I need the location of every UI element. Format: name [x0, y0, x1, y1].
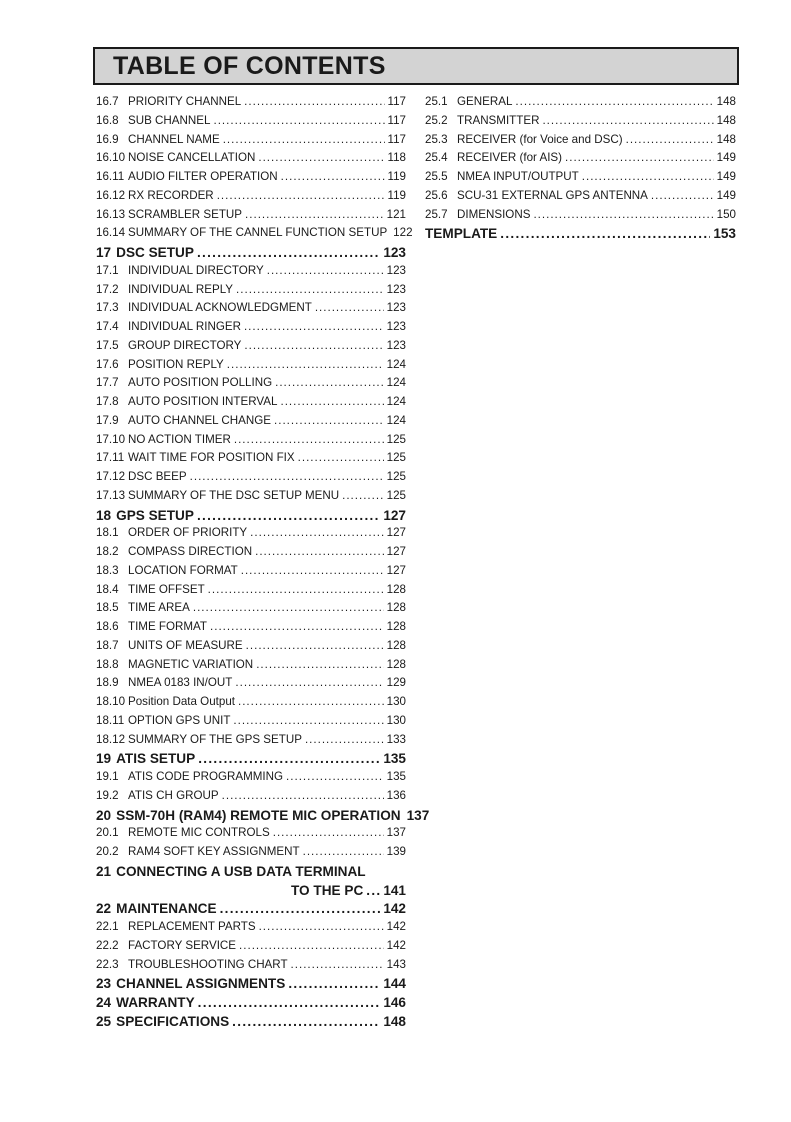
toc-entry-page: 144 — [383, 976, 406, 992]
toc-entry-page: 127 — [386, 563, 406, 577]
toc-entry-page: 149 — [716, 170, 736, 183]
toc-entry-page: 148 — [716, 113, 736, 127]
toc-entry-page: 127 — [386, 545, 406, 558]
toc-leader-dots — [542, 114, 713, 127]
toc-entry-page: 130 — [386, 695, 406, 708]
toc-leader-dots — [238, 695, 384, 708]
toc-entry-number: 17.1 — [96, 263, 119, 277]
toc-leader-dots — [220, 901, 381, 916]
toc-entry-number: 18.6 — [96, 620, 119, 633]
toc-entry-page: 124 — [386, 357, 406, 371]
toc-entry-page: 143 — [386, 957, 406, 971]
toc-entry — [96, 676, 406, 695]
toc-leader-dots — [232, 1014, 380, 1029]
toc-entry-page: 123 — [386, 338, 406, 352]
toc-entry-label: PRIORITY CHANNEL — [128, 95, 242, 108]
toc-entry-label: TIME FORMAT — [128, 620, 207, 633]
toc-entry-number: 22.2 — [96, 938, 119, 952]
toc-entry-label: SSM-70H (RAM4) REMOTE MIC OPERATION — [116, 807, 401, 823]
toc-entry — [96, 583, 406, 602]
page-title: TABLE OF CONTENTS — [113, 52, 386, 80]
toc-entry-number: 19.1 — [96, 770, 119, 783]
toc-entry — [96, 807, 430, 827]
toc-entry-label: SCRAMBLER SETUP — [128, 207, 243, 221]
toc-entry-page: 153 — [713, 226, 736, 242]
toc-entry — [425, 226, 736, 245]
toc-entry — [96, 264, 406, 283]
toc-leader-dots — [342, 489, 384, 502]
toc-entry-page: 124 — [386, 376, 406, 390]
toc-entry-page: 117 — [387, 132, 406, 146]
toc-entry-label: SCU-31 EXTERNAL GPS ANTENNA — [457, 188, 648, 202]
toc-entry-label: FACTORY SERVICE — [128, 938, 237, 952]
toc-leader-dots — [626, 133, 714, 146]
toc-leader-dots — [286, 770, 384, 783]
toc-entry-page: 123 — [386, 301, 406, 315]
toc-entry-number: 19.2 — [96, 788, 119, 802]
toc-entry-label: SUMMARY OF THE CANNEL FUNCTION SETUP — [128, 226, 388, 240]
toc-entry — [96, 695, 406, 714]
toc-entry-number: 19 — [96, 751, 112, 767]
toc-entry-number: 17.10 — [96, 432, 126, 446]
toc-leader-dots — [288, 976, 380, 991]
toc-entry-label: RAM4 SOFT KEY ASSIGNMENT — [128, 845, 300, 858]
toc-entry — [96, 470, 406, 489]
toc-entry — [96, 733, 406, 752]
toc-leader-dots — [239, 939, 384, 952]
toc-entry-label: GENERAL — [457, 95, 513, 108]
toc-entry-number: 20.2 — [96, 845, 119, 858]
toc-entry-label: TEMPLATE — [425, 226, 498, 242]
toc-leader-dots — [366, 883, 380, 898]
toc-entry-number: 25 — [96, 1013, 112, 1029]
toc-entry-label: INDIVIDUAL RINGER — [128, 320, 241, 333]
toc-leader-dots — [198, 995, 381, 1010]
toc-entry — [96, 245, 406, 264]
toc-leader-dots — [198, 751, 380, 766]
toc-entry-label: WARRANTY — [116, 995, 195, 1010]
toc-entry-page: 136 — [386, 788, 406, 802]
toc-leader-dots — [256, 658, 383, 671]
toc-entry — [96, 283, 406, 302]
toc-entry — [96, 170, 406, 189]
toc-left-column — [96, 95, 430, 1033]
toc-leader-dots — [273, 826, 384, 839]
toc-entry-label: INDIVIDUAL REPLY — [128, 282, 234, 296]
toc-entry-page: 125 — [386, 451, 406, 465]
toc-leader-dots — [197, 508, 380, 523]
toc-entry-continued — [96, 883, 406, 902]
toc-entry-label: UNITS OF MEASURE — [128, 638, 243, 652]
toc-entry-label: TO THE PC — [291, 882, 364, 898]
toc-entry-label: WAIT TIME FOR POSITION FIX — [128, 451, 295, 465]
toc-entry-page: 123 — [386, 320, 406, 333]
toc-entry-page: 127 — [386, 526, 406, 540]
toc-entry — [96, 358, 406, 377]
toc-leader-dots — [208, 583, 384, 596]
toc-leader-dots — [500, 226, 710, 241]
toc-leader-dots — [250, 526, 383, 539]
toc-leader-dots — [267, 264, 384, 277]
toc-leader-dots — [244, 339, 383, 352]
toc-entry-page: 117 — [387, 95, 406, 108]
toc-leader-dots — [246, 639, 384, 652]
toc-entry — [96, 826, 406, 845]
toc-entry-page: 128 — [386, 620, 406, 633]
toc-leader-dots — [193, 601, 384, 614]
toc-entry — [425, 95, 736, 114]
toc-entry — [96, 489, 406, 508]
toc-entry-number: 18.11 — [96, 713, 125, 727]
toc-entry-number: 16.9 — [96, 132, 119, 146]
toc-leader-dots — [280, 395, 383, 408]
toc-entry-label: NO ACTION TIMER — [128, 432, 231, 446]
toc-entry — [96, 545, 406, 564]
toc-entry-number: 17.6 — [96, 357, 119, 371]
toc-entry-number: 25.7 — [425, 207, 448, 221]
toc-entry — [96, 770, 406, 789]
toc-leader-dots — [213, 114, 384, 127]
toc-entry-label: NMEA INPUT/OUTPUT — [457, 170, 579, 183]
toc-entry — [96, 433, 406, 452]
toc-entry-number: 17.4 — [96, 320, 119, 333]
toc-entry-label: DSC BEEP — [128, 470, 187, 483]
toc-entry-number: 24 — [96, 995, 112, 1010]
toc-entry-label: GROUP DIRECTORY — [128, 338, 242, 352]
toc-entry-page: 128 — [386, 657, 406, 671]
toc-leader-dots — [255, 545, 384, 558]
toc-entry-number: 18.4 — [96, 582, 119, 596]
toc-leader-dots — [235, 676, 383, 689]
toc-entry — [96, 901, 406, 920]
toc-entry — [96, 301, 406, 320]
toc-entry-label: OPTION GPS UNIT — [128, 713, 231, 727]
toc-entry-label: SPECIFICATIONS — [116, 1013, 230, 1029]
toc-entry — [96, 133, 406, 152]
toc-leader-dots — [210, 620, 384, 633]
toc-entry-page: 149 — [716, 188, 736, 202]
toc-entry — [96, 620, 406, 639]
toc-entry-number: 18.8 — [96, 657, 119, 671]
toc-entry-number: 17.2 — [96, 282, 119, 296]
toc-entry — [96, 601, 406, 620]
toc-entry-page: 135 — [383, 751, 406, 767]
toc-entry-page: 124 — [386, 395, 406, 408]
toc-entry — [96, 114, 406, 133]
toc-entry — [96, 208, 406, 227]
toc-entry-label: ORDER OF PRIORITY — [128, 526, 248, 540]
toc-entry — [425, 208, 736, 227]
toc-entry-label: REPLACEMENT PARTS — [128, 920, 256, 933]
toc-entry-label: TRANSMITTER — [457, 113, 540, 127]
toc-leader-dots — [315, 301, 384, 314]
toc-entry-page: 117 — [387, 113, 406, 127]
toc-entry-page: 125 — [386, 488, 406, 502]
toc-entry-label: ATIS CH GROUP — [128, 788, 219, 802]
toc-entry-page: 148 — [383, 1013, 406, 1029]
toc-leader-dots — [298, 451, 384, 464]
toc-entry — [96, 414, 406, 433]
toc-entry — [96, 376, 406, 395]
toc-entry-number: 16.12 — [96, 188, 126, 202]
toc-entry-page: 148 — [716, 95, 736, 108]
toc-entry-page: 133 — [386, 732, 406, 746]
toc-entry-number: 22.1 — [96, 920, 119, 933]
toc-leader-dots — [275, 376, 384, 389]
toc-entry-label: ATIS SETUP — [116, 751, 196, 767]
toc-leader-dots — [281, 170, 385, 183]
toc-entry-label: CONNECTING A USB DATA TERMINAL — [116, 863, 366, 879]
toc-title-box — [93, 47, 739, 85]
toc-entry-number: 17.9 — [96, 413, 119, 427]
toc-entry-label: SUB CHANNEL — [128, 113, 211, 127]
toc-entry-number: 16.10 — [96, 151, 126, 165]
toc-entry — [96, 95, 406, 114]
toc-leader-dots — [565, 151, 714, 164]
toc-entry-label: CHANNEL NAME — [128, 132, 220, 146]
toc-entry-page: 130 — [386, 713, 406, 727]
toc-entry-number: 17.5 — [96, 338, 119, 352]
toc-entry-number: 18.3 — [96, 563, 119, 577]
toc-entry-label: DSC SETUP — [116, 245, 194, 260]
toc-entry-label: AUTO POSITION INTERVAL — [128, 395, 278, 408]
toc-entry-number: 25.5 — [425, 170, 448, 183]
toc-entry-label: INDIVIDUAL ACKNOWLEDGMENT — [128, 301, 312, 315]
toc-entry-number: 18.2 — [96, 545, 119, 558]
toc-entry-page: 142 — [386, 938, 406, 952]
toc-entry — [96, 320, 406, 339]
toc-entry-page: 123 — [386, 282, 406, 296]
toc-entry-number: 25.6 — [425, 188, 448, 202]
toc-entry-page: 123 — [386, 263, 406, 277]
toc-entry-label: AUDIO FILTER OPERATION — [128, 170, 278, 183]
toc-entry — [425, 189, 736, 208]
toc-entry-number: 18.10 — [96, 695, 126, 708]
toc-entry — [96, 789, 406, 808]
toc-entry-number: 17.13 — [96, 488, 126, 502]
toc-entry-page: 122 — [393, 226, 413, 240]
toc-entry-number: 25.3 — [425, 132, 448, 146]
toc-entry-number: 17.12 — [96, 470, 126, 483]
toc-entry-page: 142 — [386, 920, 406, 933]
toc-entry-number: 22.3 — [96, 957, 119, 971]
toc-entry — [425, 114, 736, 133]
toc-leader-dots — [259, 920, 384, 933]
toc-entry — [96, 864, 406, 883]
toc-leader-dots — [582, 170, 714, 183]
toc-leader-dots — [227, 358, 384, 371]
toc-entry-number: 17.3 — [96, 301, 119, 315]
toc-entry-label: RECEIVER (for AIS) — [457, 151, 563, 165]
toc-entry-number: 16.13 — [96, 207, 126, 221]
toc-entry-page: 124 — [386, 413, 406, 427]
toc-entry-label: INDIVIDUAL DIRECTORY — [128, 263, 264, 277]
toc-entry — [96, 151, 406, 170]
toc-entry-page: 128 — [386, 638, 406, 652]
toc-entry-number: 25.2 — [425, 113, 448, 127]
toc-entry — [96, 714, 406, 733]
toc-right-column — [425, 95, 736, 245]
toc-entry — [96, 508, 406, 527]
toc-entry-page: 150 — [716, 207, 736, 221]
toc-entry — [96, 189, 406, 208]
toc-entry-page: 125 — [386, 470, 406, 483]
toc-entry-label: AUTO POSITION POLLING — [128, 376, 273, 390]
toc-leader-dots — [217, 189, 385, 202]
toc-entry-label: RX RECORDER — [128, 188, 214, 202]
toc-entry-number: 16.11 — [96, 170, 125, 183]
toc-leader-dots — [223, 133, 385, 146]
toc-entry — [96, 564, 406, 583]
toc-entry-number: 17.7 — [96, 376, 119, 390]
toc-entry-label: ATIS CODE PROGRAMMING — [128, 770, 284, 783]
toc-entry-label: POSITION REPLY — [128, 357, 224, 371]
toc-entry — [96, 920, 406, 939]
toc-entry-page: 127 — [383, 507, 406, 523]
toc-entry-number: 16.7 — [96, 95, 119, 108]
toc-entry-label: Position Data Output — [128, 695, 235, 708]
toc-entry-page: 149 — [716, 151, 736, 165]
toc-entry-number: 21 — [96, 863, 112, 879]
toc-entry-number: 18.12 — [96, 732, 126, 746]
toc-entry-number: 23 — [96, 976, 112, 992]
toc-entry-number: 18.9 — [96, 676, 119, 690]
toc-entry — [96, 939, 406, 958]
toc-entry-label: MAINTENANCE — [116, 901, 217, 917]
toc-entry — [425, 151, 736, 170]
toc-entry — [425, 133, 736, 152]
toc-entry-page: 135 — [386, 770, 406, 783]
toc-entry-page: 139 — [386, 845, 406, 858]
toc-leader-dots — [244, 320, 384, 333]
toc-leader-dots — [236, 283, 384, 296]
toc-entry-page: 146 — [383, 995, 406, 1010]
toc-entry-number: 17 — [96, 245, 112, 260]
toc-entry-page: 128 — [386, 582, 406, 596]
toc-leader-dots — [303, 845, 384, 858]
toc-entry-page: 118 — [387, 151, 406, 165]
toc-entry — [425, 170, 736, 189]
toc-entry-number: 17.8 — [96, 395, 119, 408]
toc-entry — [96, 451, 406, 470]
toc-entry-number: 25.4 — [425, 151, 448, 165]
toc-entry-page: 119 — [387, 170, 406, 183]
toc-leader-dots — [305, 733, 384, 746]
toc-entry-label: DIMENSIONS — [457, 207, 531, 221]
toc-entry-page: 142 — [383, 901, 406, 917]
toc-entry-label: CHANNEL ASSIGNMENTS — [116, 976, 286, 992]
toc-leader-dots — [291, 958, 384, 971]
toc-entry-number: 25.1 — [425, 95, 448, 108]
toc-entry-page: 141 — [383, 882, 406, 898]
toc-entry — [96, 976, 406, 995]
toc-entry-number: 16.8 — [96, 113, 119, 127]
toc-entry-page: 119 — [387, 188, 406, 202]
toc-entry-label: LOCATION FORMAT — [128, 563, 238, 577]
toc-entry — [96, 995, 406, 1014]
toc-entry-page: 123 — [383, 245, 406, 260]
toc-entry-page: 137 — [406, 807, 430, 823]
toc-entry — [96, 958, 406, 977]
toc-entry-label: AUTO CHANNEL CHANGE — [128, 413, 272, 427]
toc-entry-label: SUMMARY OF THE DSC SETUP MENU — [128, 488, 340, 502]
toc-entry-label: MAGNETIC VARIATION — [128, 657, 254, 671]
toc-entry-number: 20 — [96, 807, 112, 823]
toc-entry-label: COMPASS DIRECTION — [128, 545, 253, 558]
toc-leader-dots — [651, 189, 714, 202]
toc-entry — [96, 1014, 406, 1033]
toc-entry-page: 121 — [386, 207, 406, 221]
toc-leader-dots — [222, 789, 384, 802]
toc-entry-label: SUMMARY OF THE GPS SETUP — [128, 732, 302, 746]
toc-leader-dots — [234, 433, 384, 446]
toc-leader-dots — [515, 95, 713, 108]
toc-entry-number: 18.7 — [96, 638, 119, 652]
toc-entry-label: TIME AREA — [128, 601, 190, 615]
toc-entry — [96, 639, 406, 658]
toc-entry-label: GPS SETUP — [116, 507, 194, 523]
toc-leader-dots — [241, 564, 384, 577]
toc-leader-dots — [190, 470, 384, 483]
toc-entry-page: 128 — [386, 601, 406, 615]
toc-leader-dots — [274, 414, 384, 427]
toc-leader-dots — [245, 208, 384, 221]
toc-leader-dots — [244, 95, 384, 108]
toc-entry-number: 16.14 — [96, 226, 126, 240]
toc-entry-number: 20.1 — [96, 826, 119, 840]
toc-entry-number: 18.1 — [96, 526, 119, 540]
toc-entry-number: 22 — [96, 901, 112, 917]
toc-entry-label: REMOTE MIC CONTROLS — [128, 826, 270, 840]
toc-entry — [96, 526, 406, 545]
toc-entry-page: 125 — [386, 432, 406, 446]
toc-entry-label: TROUBLESHOOTING CHART — [128, 957, 288, 971]
toc-entry — [96, 751, 406, 770]
toc-leader-dots — [533, 208, 713, 221]
toc-leader-dots — [233, 714, 383, 727]
toc-entry-number: 18.5 — [96, 601, 119, 615]
toc-entry — [96, 845, 406, 864]
toc-entry-page: 148 — [716, 132, 736, 146]
toc-entry-label: NMEA 0183 IN/OUT — [128, 676, 233, 690]
toc-entry-label: TIME OFFSET — [128, 582, 205, 596]
toc-entry — [96, 395, 406, 414]
toc-entry-page: 129 — [386, 676, 406, 690]
toc-entry — [96, 226, 413, 245]
toc-leader-dots — [197, 245, 380, 260]
toc-entry-page: 137 — [386, 826, 406, 840]
toc-entry-number: 18 — [96, 507, 112, 523]
toc-entry-label: NOISE CANCELLATION — [128, 151, 256, 165]
toc-entry-number: 17.11 — [96, 451, 125, 465]
toc-entry-label: RECEIVER (for Voice and DSC) — [457, 132, 623, 146]
toc-leader-dots — [258, 151, 384, 164]
toc-entry — [96, 658, 406, 677]
toc-entry — [96, 339, 406, 358]
